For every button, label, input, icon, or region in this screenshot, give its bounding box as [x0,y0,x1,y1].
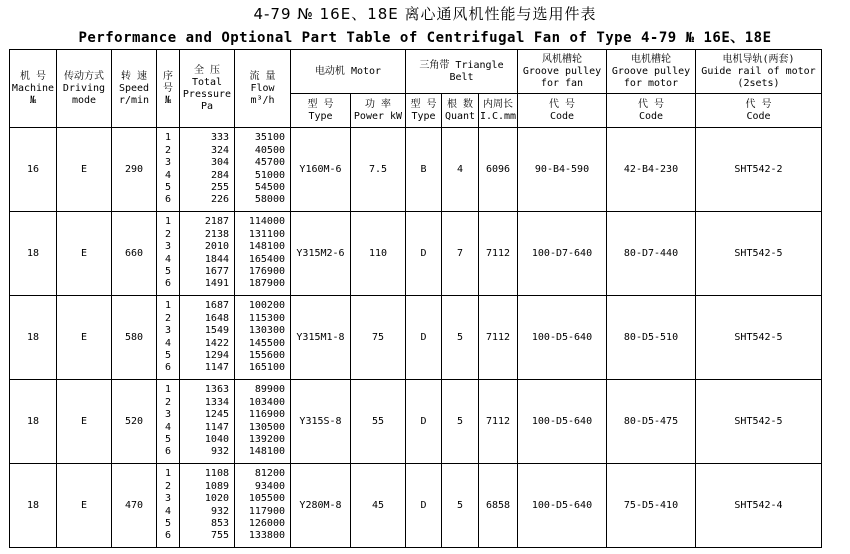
cell-seq-value: 6 [165,278,172,290]
header-seq: 序 号 № [157,50,180,128]
cell-belt-length: 6096 [479,128,518,212]
cell-pressure-value: 1648 [204,312,229,324]
header-machine: 机 号 Machine № [10,50,57,128]
cell-motor-pulley: 80-D5-510 [607,296,696,380]
header-rail: 电机导轨(两套) Guide rail of motor (2sets) [696,50,822,94]
title-chinese: 4-79 № 16E、18E 离心通风机性能与选用件表 [253,5,597,23]
cell-belt-type: B [406,128,442,212]
cell-pressure-value: 853 [210,517,229,529]
cell-pressure-value: 1245 [204,409,229,421]
cell-pressure-value: 755 [210,530,229,542]
cell-pressure-value: 333 [210,132,229,144]
cell-rail: SHT542-2 [696,128,822,212]
table-body [10,128,822,548]
cell-speed: 470 [112,464,157,548]
cell-pressure-value: 284 [210,169,229,181]
cell-rail: SHT542-5 [696,296,822,380]
cell-belt-quant: 5 [442,296,479,380]
cell-belt-length: 7112 [479,296,518,380]
cell-seq-value: 6 [165,194,172,206]
cell-rail: SHT542-4 [696,464,822,548]
cell-flow-value: 45700 [254,157,285,169]
header-motor-pulley: 电机槽轮 Groove pulley for motor [607,50,696,94]
cell-seq-value: 1 [165,468,172,480]
cell-motor-pulley: 80-D7-440 [607,212,696,296]
cell-flow-value: 58000 [254,194,285,206]
cell-seq [157,380,180,464]
cell-pressure-value: 255 [210,181,229,193]
cell-seq-value: 3 [165,241,172,253]
table-row [10,128,822,212]
header-belt-type: 型 号 Type [406,94,442,128]
header-speed: 转 速 Speed r/min [112,50,157,128]
cell-belt-quant: 5 [442,380,479,464]
cell-seq-value: 1 [165,300,172,312]
cell-flow-value: 54500 [254,181,285,193]
cell-seq-value: 4 [165,505,172,517]
cell-seq [157,128,180,212]
cell-pressure-value: 226 [210,194,229,206]
cell-seq-value: 5 [165,181,172,193]
cell-pressure [180,212,235,296]
cell-machine: 18 [10,296,57,380]
cell-flow-value: 40500 [254,144,285,156]
cell-seq-value: 3 [165,409,172,421]
cell-flow [235,464,291,548]
cell-flow-value: 148100 [248,446,285,458]
cell-pressure-value: 1491 [204,278,229,290]
cell-belt-type: D [406,212,442,296]
header-rail-code: 代 号 Code [696,94,822,128]
cell-flow-value: 93400 [254,480,285,492]
cell-flow-value: 148100 [248,241,285,253]
cell-flow-value: 103400 [248,396,285,408]
cell-flow-value: 81200 [254,468,285,480]
cell-drive: E [57,296,112,380]
cell-flow-value: 89900 [254,384,285,396]
cell-seq [157,296,180,380]
cell-pressure-value: 1334 [204,396,229,408]
cell-seq-value: 4 [165,421,172,433]
cell-motor-type: Y315M2-6 [291,212,351,296]
cell-motor-power: 75 [351,296,406,380]
cell-motor-pulley: 75-D5-410 [607,464,696,548]
cell-fan-pulley: 100-D7-640 [518,212,607,296]
cell-pressure-value: 2010 [204,241,229,253]
cell-pressure-value: 1089 [204,480,229,492]
cell-pressure-value: 1108 [204,468,229,480]
header-motor: 电动机 Motor [291,50,406,94]
cell-flow-value: 130500 [248,421,285,433]
cell-drive: E [57,128,112,212]
cell-speed: 520 [112,380,157,464]
cell-flow-value: 117900 [248,505,285,517]
cell-flow [235,128,291,212]
cell-flow-value: 155600 [248,349,285,361]
cell-belt-type: D [406,296,442,380]
cell-flow-value: 35100 [254,132,285,144]
cell-speed: 660 [112,212,157,296]
cell-seq-value: 3 [165,493,172,505]
cell-seq-value: 6 [165,362,172,374]
cell-machine: 16 [10,128,57,212]
cell-flow-value: 131100 [248,228,285,240]
cell-pressure-value: 2187 [204,216,229,228]
header-belt-quant: 根 数 Quant [442,94,479,128]
cell-rail: SHT542-5 [696,212,822,296]
table-row [10,296,822,380]
cell-flow-value: 145500 [248,337,285,349]
cell-flow-value: 176900 [248,265,285,277]
cell-flow-value: 51000 [254,169,285,181]
cell-belt-quant: 4 [442,128,479,212]
cell-pressure-value: 324 [210,144,229,156]
header-flow: 流 量 Flow m³/h [235,50,291,128]
cell-flow-value: 105500 [248,493,285,505]
cell-belt-type: D [406,380,442,464]
cell-belt-length: 7112 [479,380,518,464]
cell-flow-value: 100200 [248,300,285,312]
cell-speed: 290 [112,128,157,212]
table-row [10,212,822,296]
cell-pressure-value: 1677 [204,265,229,277]
cell-seq-value: 5 [165,433,172,445]
cell-pressure [180,464,235,548]
cell-speed: 580 [112,296,157,380]
header-fan-code: 代 号 Code [518,94,607,128]
cell-pressure-value: 1422 [204,337,229,349]
cell-rail: SHT542-5 [696,380,822,464]
cell-flow-value: 116900 [248,409,285,421]
cell-motor-power: 110 [351,212,406,296]
header-pressure: 全 压 Total Pressure Pa [180,50,235,128]
cell-flow-value: 187900 [248,278,285,290]
cell-flow [235,296,291,380]
header-belt: 三角带 Triangle Belt [406,50,518,94]
cell-pressure-value: 932 [210,505,229,517]
cell-seq-value: 5 [165,265,172,277]
cell-belt-length: 6858 [479,464,518,548]
title-english: Performance and Optional Part Table of Centrifugal Fan of Type 4-79 № 16E、18E [78,30,772,46]
header-motor-type: 型 号 Type [291,94,351,128]
cell-motor-type: Y280M-8 [291,464,351,548]
cell-belt-quant: 5 [442,464,479,548]
cell-flow-value: 130300 [248,325,285,337]
cell-seq [157,464,180,548]
cell-pressure-value: 1549 [204,325,229,337]
cell-seq-value: 4 [165,253,172,265]
cell-flow [235,212,291,296]
cell-belt-quant: 7 [442,212,479,296]
cell-drive: E [57,380,112,464]
cell-motor-type: Y160M-6 [291,128,351,212]
cell-flow-value: 139200 [248,433,285,445]
cell-flow-value: 165400 [248,253,285,265]
cell-pressure-value: 304 [210,157,229,169]
cell-motor-pulley: 42-B4-230 [607,128,696,212]
cell-machine: 18 [10,380,57,464]
cell-seq-value: 3 [165,157,172,169]
cell-seq-value: 2 [165,228,172,240]
cell-fan-pulley: 90-B4-590 [518,128,607,212]
cell-motor-type: Y315S-8 [291,380,351,464]
cell-seq [157,212,180,296]
cell-seq-value: 1 [165,216,172,228]
cell-motor-power: 55 [351,380,406,464]
cell-motor-power: 7.5 [351,128,406,212]
header-fan-pulley: 风机槽轮 Groove pulley for fan [518,50,607,94]
cell-pressure-value: 1040 [204,433,229,445]
cell-motor-type: Y315M1-8 [291,296,351,380]
cell-pressure-value: 932 [210,446,229,458]
cell-machine: 18 [10,212,57,296]
cell-seq-value: 5 [165,517,172,529]
header-motor-code: 代 号 Code [607,94,696,128]
cell-pressure [180,128,235,212]
cell-pressure-value: 1363 [204,384,229,396]
cell-flow-value: 133800 [248,530,285,542]
cell-drive: E [57,464,112,548]
cell-seq-value: 4 [165,337,172,349]
cell-pressure-value: 1020 [204,493,229,505]
cell-machine: 18 [10,464,57,548]
cell-fan-pulley: 100-D5-640 [518,296,607,380]
cell-pressure [180,380,235,464]
header-motor-power: 功 率 Power kW [351,94,406,128]
cell-pressure-value: 1294 [204,349,229,361]
cell-belt-length: 7112 [479,212,518,296]
cell-fan-pulley: 100-D5-640 [518,464,607,548]
cell-pressure-value: 1147 [204,421,229,433]
cell-pressure-value: 1844 [204,253,229,265]
table-row [10,464,822,548]
performance-table [9,49,822,548]
cell-motor-pulley: 80-D5-475 [607,380,696,464]
cell-pressure-value: 2138 [204,228,229,240]
cell-seq-value: 2 [165,480,172,492]
cell-seq-value: 6 [165,530,172,542]
table-row [10,380,822,464]
header-drive: 传动方式 Driving mode [57,50,112,128]
cell-seq-value: 5 [165,349,172,361]
cell-drive: E [57,212,112,296]
cell-pressure-value: 1147 [204,362,229,374]
cell-seq-value: 1 [165,132,172,144]
cell-motor-power: 45 [351,464,406,548]
cell-seq-value: 1 [165,384,172,396]
cell-seq-value: 4 [165,169,172,181]
cell-fan-pulley: 100-D5-640 [518,380,607,464]
cell-seq-value: 2 [165,312,172,324]
cell-belt-type: D [406,464,442,548]
cell-seq-value: 3 [165,325,172,337]
cell-pressure [180,296,235,380]
cell-flow-value: 114000 [248,216,285,228]
header-belt-length: 内周长 I.C.mm [479,94,518,128]
cell-flow-value: 126000 [248,517,285,529]
cell-seq-value: 2 [165,396,172,408]
cell-seq-value: 2 [165,144,172,156]
cell-flow-value: 165100 [248,362,285,374]
cell-flow-value: 115300 [248,312,285,324]
cell-seq-value: 6 [165,446,172,458]
cell-flow [235,380,291,464]
cell-pressure-value: 1687 [204,300,229,312]
